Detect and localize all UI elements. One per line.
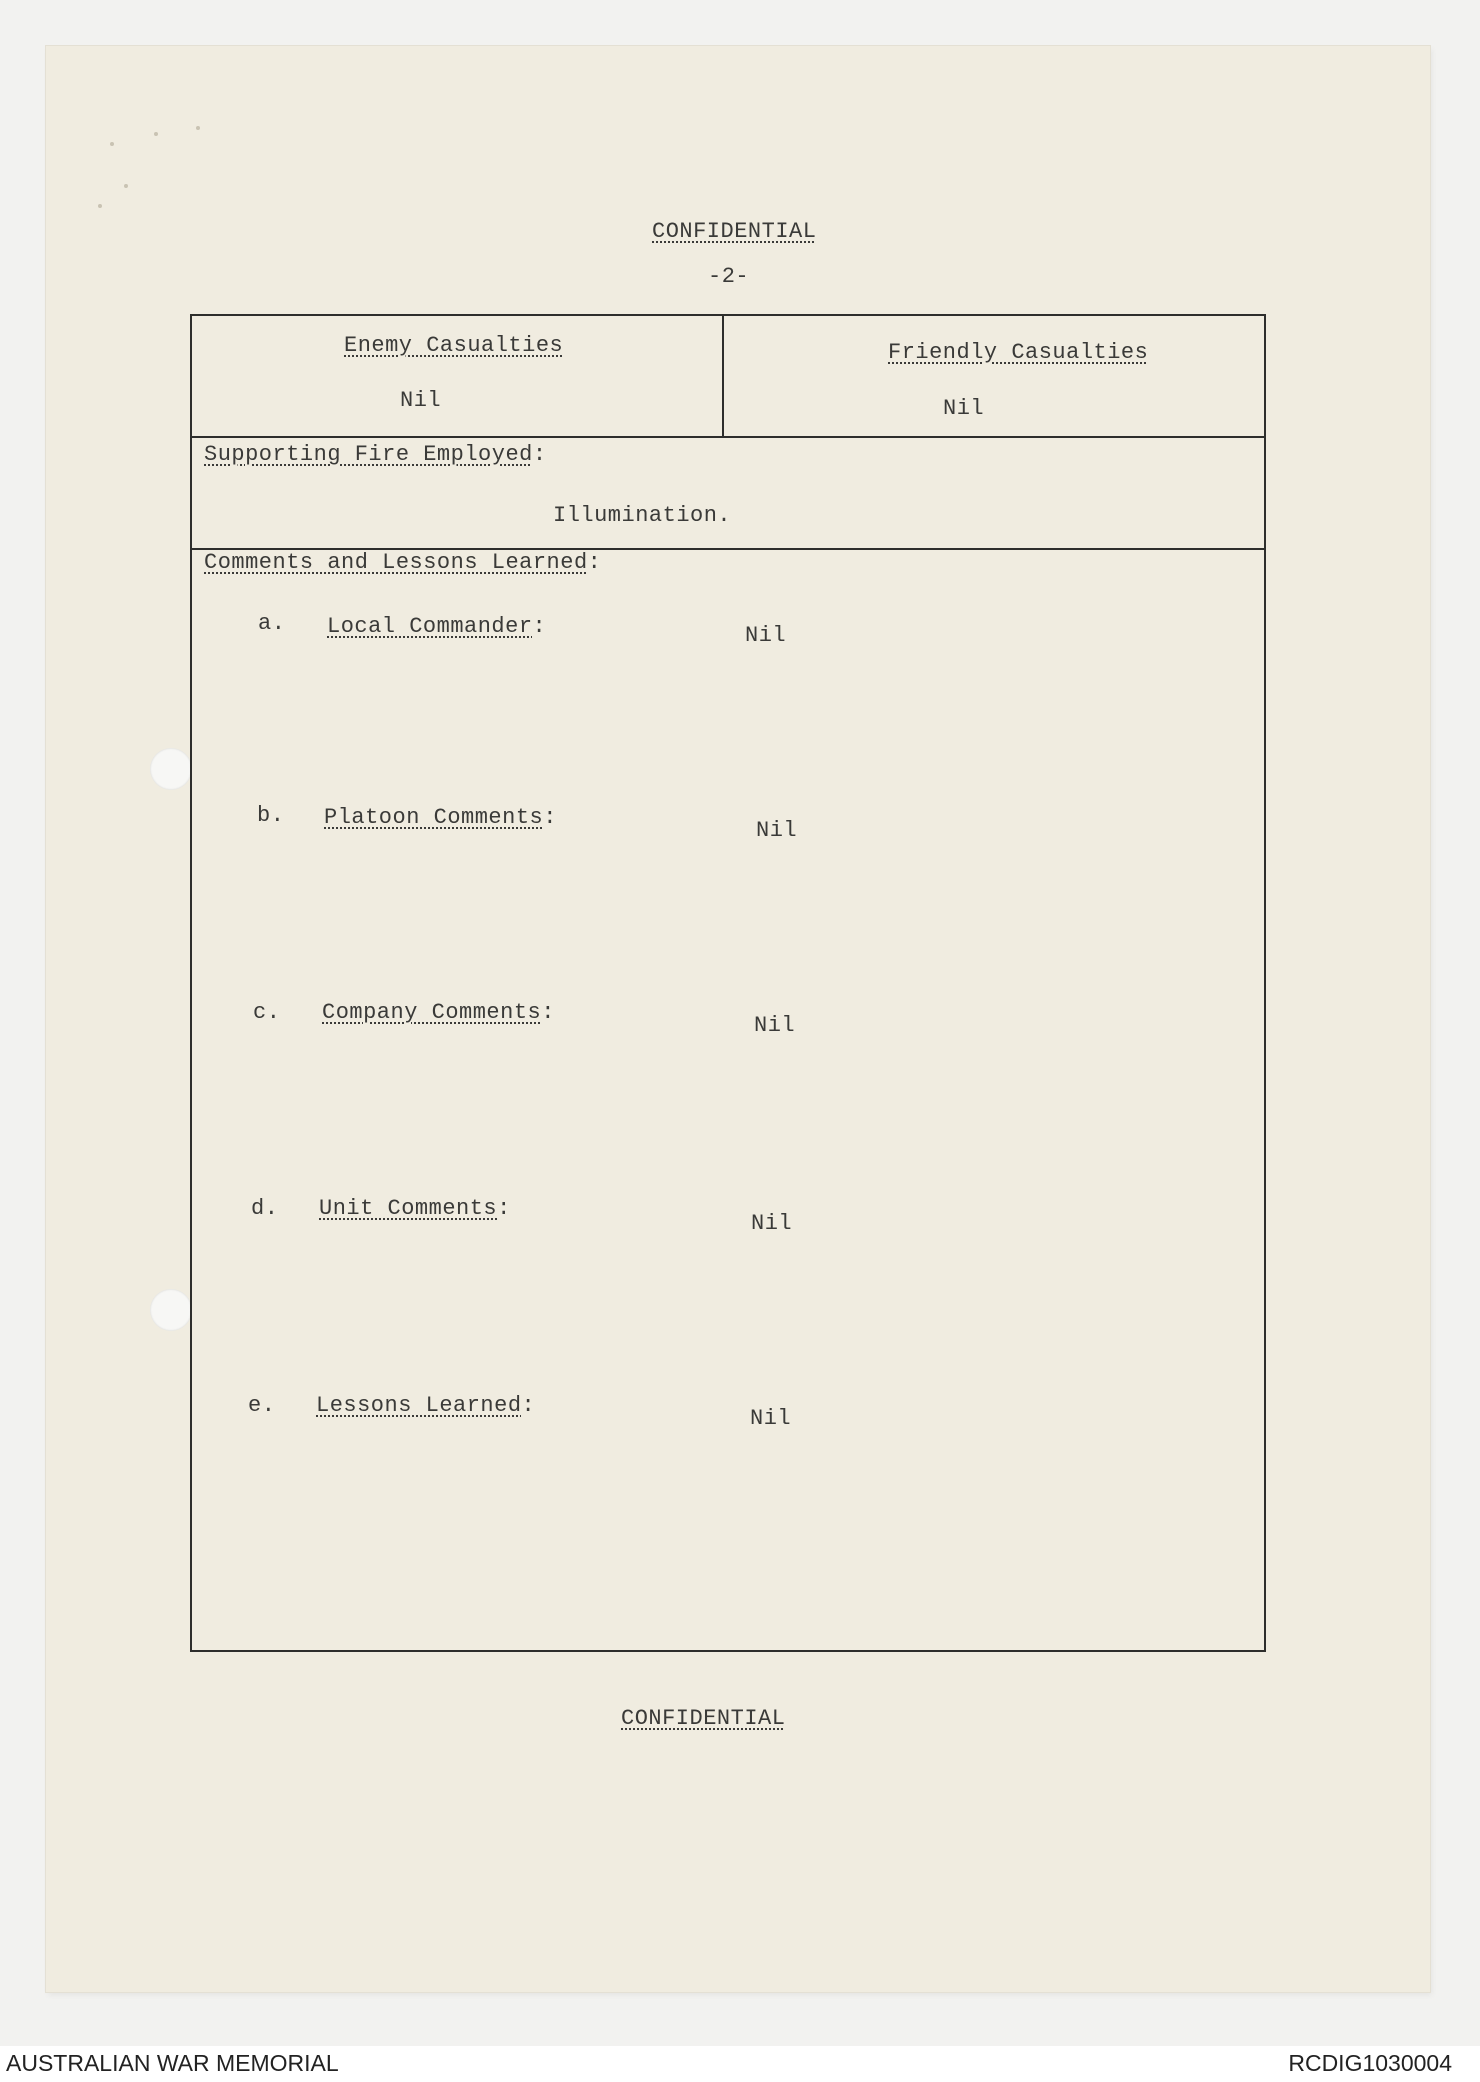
header-classification: CONFIDENTIAL (652, 219, 817, 244)
archive-record-id: RCDIG1030004 (1288, 2050, 1452, 2076)
paper-speck (124, 184, 128, 188)
comments-heading: Comments and Lessons Learned: (204, 550, 602, 575)
row-divider (192, 436, 1264, 438)
comment-item-value: Nil (756, 818, 798, 843)
supporting-fire-heading: Supporting Fire Employed: (204, 442, 547, 467)
comment-letter: c. (253, 1000, 281, 1025)
comment-letter: e. (248, 1393, 276, 1418)
paper-speck (98, 204, 102, 208)
punch-hole (150, 1289, 192, 1331)
comments-label: Comments and Lessons Learned (204, 550, 588, 575)
page-number: -2- (708, 264, 750, 289)
comment-item-label: Company Comments: (322, 1000, 555, 1025)
comment-letter: d. (251, 1196, 279, 1221)
comment-item-value: Nil (750, 1406, 792, 1431)
punch-hole (150, 748, 192, 790)
comment-item-value: Nil (745, 623, 787, 648)
footer-classification: CONFIDENTIAL (621, 1706, 786, 1731)
enemy-casualties-label: Enemy Casualties (344, 333, 564, 358)
paper-speck (110, 142, 114, 146)
comment-letter: a. (258, 611, 286, 636)
comment-item-label: Lessons Learned: (316, 1393, 536, 1418)
paper-speck (154, 132, 158, 136)
friendly-casualties-label: Friendly Casualties (888, 340, 1149, 365)
comment-letter: b. (257, 803, 285, 828)
supporting-fire-value: Illumination. (553, 503, 732, 528)
comment-item-value: Nil (751, 1211, 793, 1236)
friendly-casualties-value: Nil (943, 396, 985, 421)
comment-item-label: Platoon Comments: (324, 805, 557, 830)
comment-item-value: Nil (754, 1013, 796, 1038)
comment-item-label: Unit Comments: (319, 1196, 511, 1221)
enemy-casualties-value: Nil (400, 388, 442, 413)
column-divider (722, 316, 724, 436)
paper-speck (196, 126, 200, 130)
comment-item-label: Local Commander: (327, 614, 547, 639)
archive-institution: AUSTRALIAN WAR MEMORIAL (6, 2050, 339, 2076)
supporting-fire-label: Supporting Fire Employed (204, 442, 533, 467)
